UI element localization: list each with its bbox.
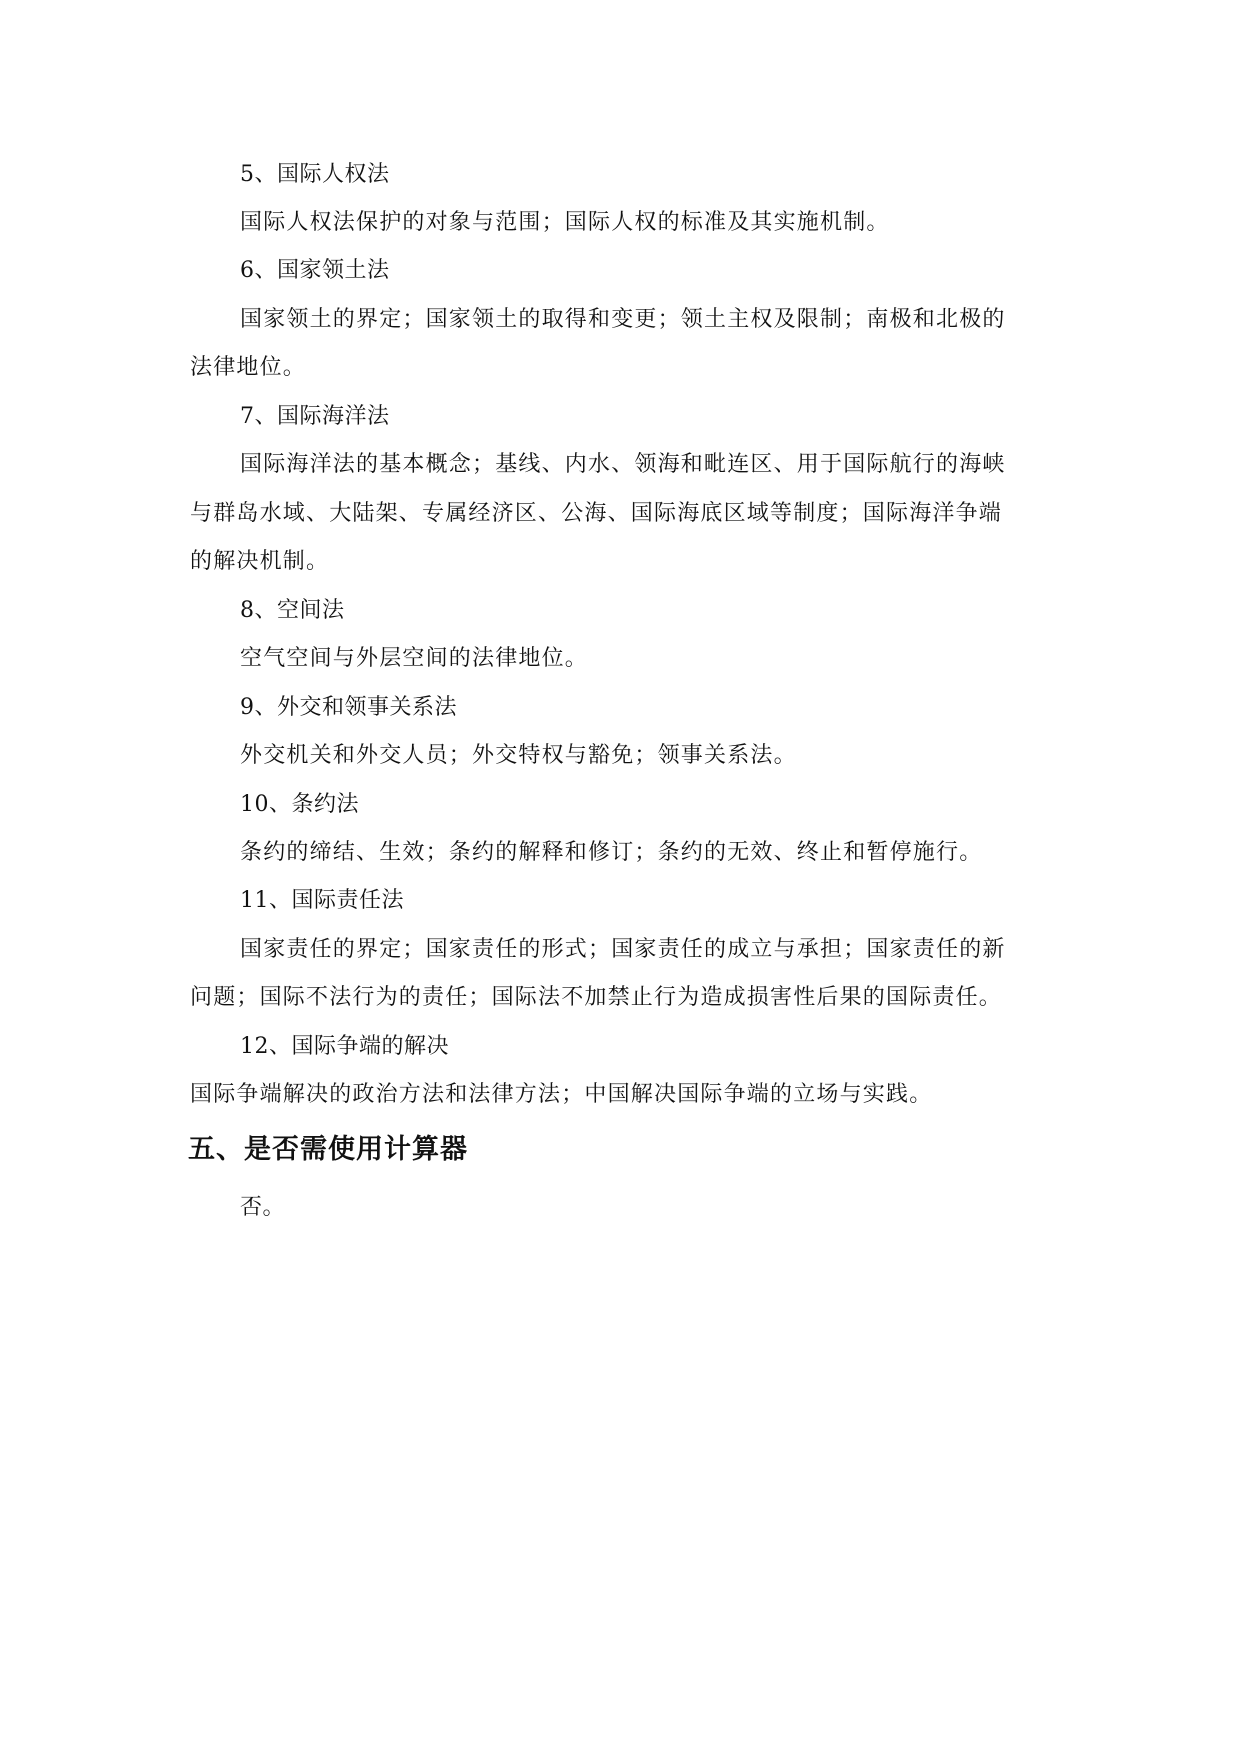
topic-title: 9、外交和领事关系法 — [240, 695, 457, 720]
topic-body-line: 的解决机制。 — [190, 549, 330, 574]
topic-body-line: 国际海洋法的基本概念；基线、内水、领海和毗连区、用于国际航行的海峡 — [240, 452, 1006, 477]
topic-title: 5、国际人权法 — [240, 162, 390, 187]
topic-body-line: 条约的缔结、生效；条约的解释和修订；条约的无效、终止和暂停施行。 — [240, 840, 983, 865]
topic-body-line: 法律地位。 — [190, 355, 307, 380]
topic-title: 7、国际海洋法 — [240, 404, 390, 429]
topic-title: 12、国际争端的解决 — [240, 1034, 449, 1059]
topic-body-line: 与群岛水域、大陆架、专属经济区、公海、国际海底区域等制度；国际海洋争端 — [190, 501, 1003, 526]
topic-title: 8、空间法 — [240, 598, 345, 623]
topic-body-line: 空气空间与外层空间的法律地位。 — [240, 646, 589, 671]
topic-body-line: 国家领土的界定；国家领土的取得和变更；领土主权及限制；南极和北极的 — [240, 307, 1006, 332]
topic-body-line: 国际争端解决的政治方法和法律方法；中国解决国际争端的立场与实践。 — [190, 1082, 933, 1107]
topic-body-line: 外交机关和外交人员；外交特权与豁免；领事关系法。 — [240, 743, 797, 768]
topic-body-line: 国家责任的界定；国家责任的形式；国家责任的成立与承担；国家责任的新 — [240, 937, 1006, 962]
topic-body-line: 国际人权法保护的对象与范围；国际人权的标准及其实施机制。 — [240, 210, 890, 235]
topic-title: 6、国家领土法 — [240, 258, 390, 283]
section-heading: 五、是否需使用计算器 — [188, 1134, 468, 1165]
topic-title: 11、国际责任法 — [240, 888, 404, 913]
topic-title: 10、条约法 — [240, 792, 359, 817]
topic-body-line: 问题；国际不法行为的责任；国际法不加禁止行为造成损害性后果的国际责任。 — [190, 985, 1003, 1010]
section-answer: 否。 — [240, 1195, 286, 1220]
